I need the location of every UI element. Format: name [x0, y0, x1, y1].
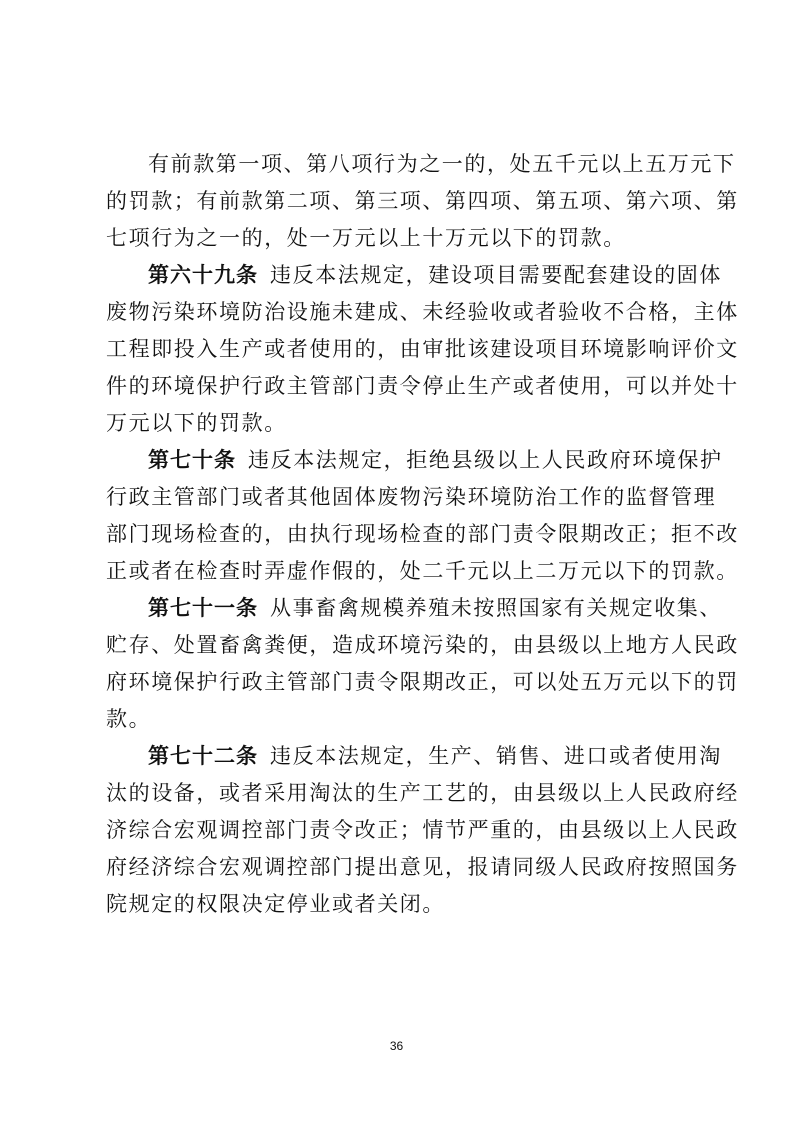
text-line: 正或者在检查时弄虚作假的，处二千元以上二万元以下的罚款。 — [106, 559, 739, 583]
article-first-line — [106, 738, 722, 775]
text-line: 件的环境保护行政主管部门责令停止生产或者使用，可以并处十 — [106, 374, 739, 398]
text-line: 贮存、处置畜禽粪便，造成环境污染的，由县级以上地方人民政 — [106, 633, 739, 657]
text-line: 废物污染环境防治设施未建成、未经验收或者验收不合格，主体 — [106, 300, 739, 324]
text-line: 违反本法规定，生产、销售、进口或者使用淘 — [270, 744, 722, 768]
text-line: 万元以下的罚款。 — [106, 411, 287, 435]
text-line: 部门现场检查的，由执行现场检查的部门责令限期改正；拒不改 — [106, 522, 739, 546]
document-body — [106, 146, 739, 923]
text-line: 府经济综合宏观调控部门提出意见，报请同级人民政府按照国务 — [106, 855, 739, 879]
article-71 — [106, 590, 739, 738]
article-70 — [106, 442, 739, 590]
text-line: 行政主管部门或者其他固体废物污染环境防治工作的监督管理 — [106, 485, 717, 509]
text-line: 七项行为之一的，处一万元以上十万元以下的罚款。 — [106, 226, 626, 250]
text-line: 府环境保护行政主管部门责令限期改正，可以处五万元以下的罚 — [106, 670, 739, 694]
text-line: 工程即投入生产或者使用的，由审批该建设项目环境影响评价文 — [106, 337, 739, 361]
text-line: 的罚款；有前款第二项、第三项、第四项、第五项、第六项、第 — [106, 189, 739, 213]
text-line: 有前款第一项、第八项行为之一的，处五千元以上五万元下 — [148, 152, 736, 176]
article-heading: 第七十二条 — [148, 744, 258, 768]
article-heading: 第七十条 — [148, 448, 236, 472]
text-line: 违反本法规定，建设项目需要配套建设的固体 — [270, 263, 722, 287]
article-heading: 第七十一条 — [148, 596, 258, 620]
article-heading: 第六十九条 — [148, 263, 258, 287]
paragraph-continued — [106, 146, 739, 257]
article-72 — [106, 738, 739, 923]
article-first-line — [106, 442, 723, 479]
article-69 — [106, 257, 739, 442]
text-line: 院规定的权限决定停业或者关闭。 — [106, 892, 445, 916]
page-number: 36 — [389, 1039, 404, 1053]
article-first-line — [106, 590, 722, 627]
text-line: 款。 — [106, 707, 152, 731]
text-line: 从事畜禽规模养殖未按照国家有关规定收集、 — [270, 596, 722, 620]
article-first-line — [106, 257, 722, 294]
text-line: 汰的设备，或者采用淘汰的生产工艺的，由县级以上人民政府经 — [106, 781, 739, 805]
text-line: 违反本法规定，拒绝县级以上人民政府环境保护 — [248, 448, 723, 472]
text-line: 济综合宏观调控部门责令改正；情节严重的，由县级以上人民政 — [106, 818, 739, 842]
